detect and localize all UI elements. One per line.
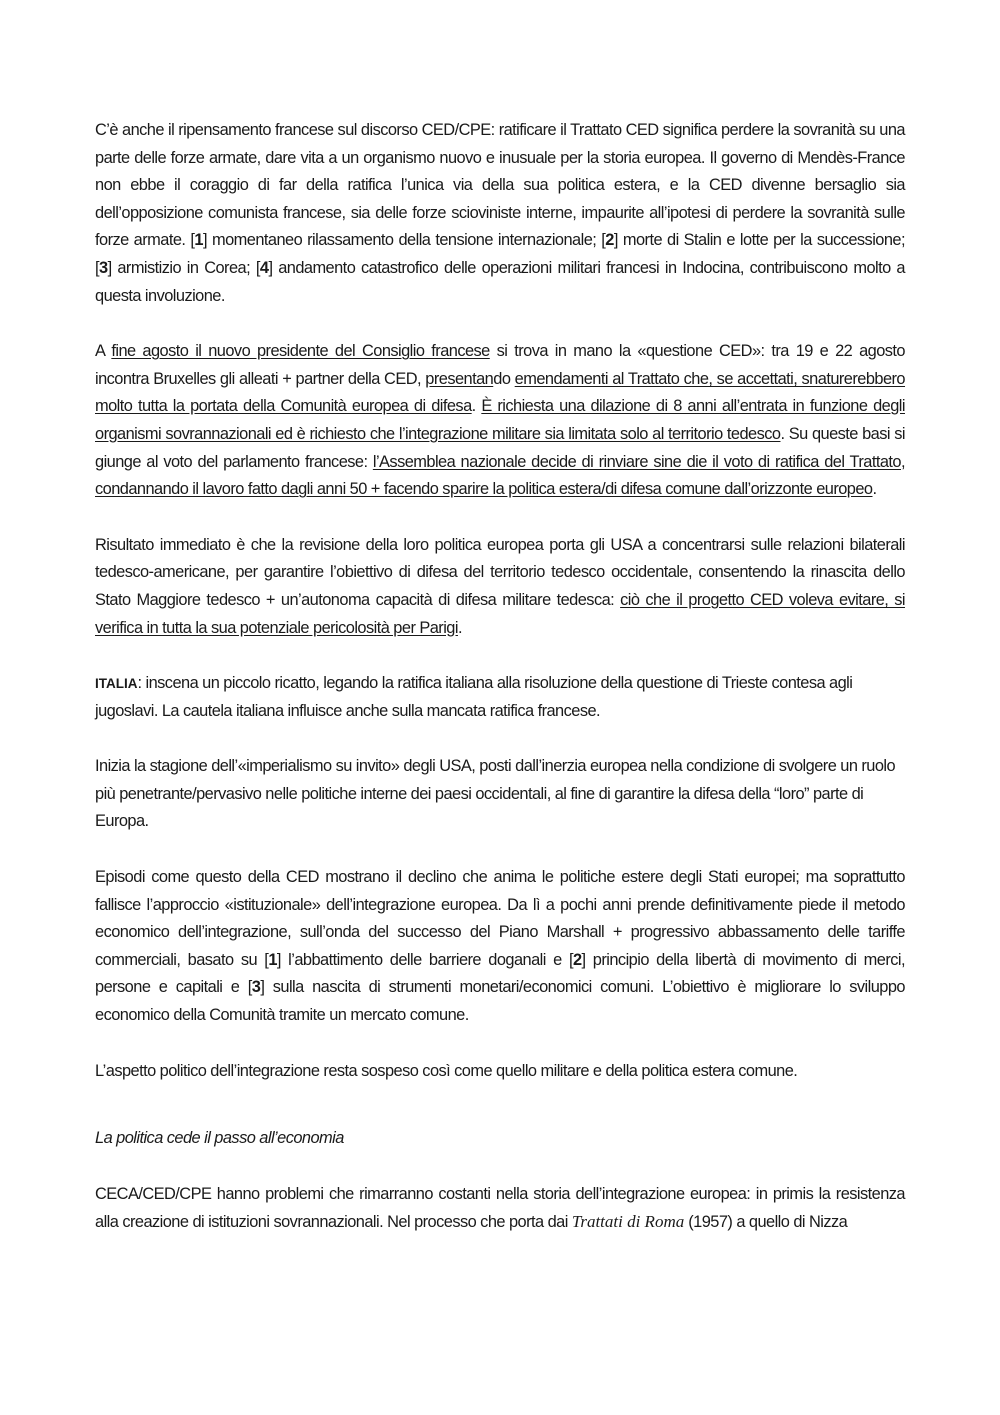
text: do	[493, 369, 515, 388]
paragraph-imperialism-by-invitation	[95, 753, 905, 836]
text: ] momentaneo rilassamento della tensione internazionale; [	[202, 231, 606, 250]
paragraph-ceca-ced-cpe	[95, 1181, 905, 1237]
text: Episodi come questo della CED mostrano il declino che anima le politiche estere degli Stati europei; ma soprattutto fallisce l’approccio «istituzionale» dell’integrazione europea. Da lì a pochi anni prende definitivamente piede il metodo economico dell’integrazione, sull’onda del successo del Piano Marshall + progressivo abbassamento delle tariffe commerciali, basato su [	[95, 868, 905, 969]
paragraph-political-aspect	[95, 1058, 905, 1086]
text: (1957) a quello di Nizza	[684, 1213, 848, 1232]
list-number: 2	[572, 950, 582, 969]
text: ] andamento catastrofico delle operazioni militari francesi in Indocina, contribuiscono molto a questa involuzione.	[95, 258, 905, 305]
underlined-text: ciò che il progetto CED voleva evitare, si verifica in tutta la sua potenziale pericolosità per Parigi	[95, 590, 905, 637]
text: Inizia la stagione dell’«imperialismo su invito» degli USA, posti dall’inerzia europea nella condizione di svolgere un ruolo più penetrante/pervasivo nelle politiche interne dei paesi occidentali, al fine di garantire la difesa della “loro” parte di Europa.	[95, 757, 896, 831]
text: L’aspetto politico dell’integrazione resta sospeso così come quello militare e della politica estera comune.	[95, 1061, 798, 1080]
italic-title: Trattati di Roma	[571, 1212, 685, 1232]
list-number: 1	[194, 231, 203, 250]
list-number: 2	[605, 231, 614, 250]
underlined-text: l’Assemblea nazionale decide di rinviare sine die il voto di ratifica del Trattato, condannando il lavoro fatto dagli anni 50 + facendo sparire la politica estera/di difesa comune dall’orizzonte europeo	[95, 452, 905, 499]
text: A	[95, 342, 112, 361]
text: ] armistizio in Corea; [	[107, 258, 260, 277]
section-heading: La politica cede il passo all’economia	[95, 1129, 344, 1148]
text: ] sulla nascita di strumenti monetari/economici comuni. L’obiettivo è migliorare lo sviluppo economico della Comunità tramite un mercato comune.	[95, 978, 905, 1025]
underlined-text: È richiesta una dilazione di 8 anni all’entrata in funzione degli organismi sovrannazionali ed è richiesto che l’integrazione militare sia limitata solo al territorio tedesco	[95, 397, 905, 443]
underlined-text: emendamenti al Trattato che, se accettati, snaturerebbero molto tutta la portata della Comunità europea di difesa	[95, 369, 906, 416]
paragraph-ced-cpe-rethink	[95, 117, 905, 310]
text: si trova in mano la «questione CED»: tra 19 e 22 agosto incontra Bruxelles gli alleati + partner della CED,	[95, 342, 905, 388]
document-page	[95, 117, 905, 1265]
text: .	[471, 397, 482, 416]
text: ] morte di Stalin e lotte per la successione; [	[95, 231, 905, 277]
italia-label: ITALIA	[95, 676, 138, 692]
text: C’è anche il ripensamento francese sul discorso CED/CPE: ratificare il Trattato CED significa perdere la sovranità su una parte delle forze armate, dare vita a un organismo nuovo e inusuale per la storia europea. Il governo di Mendès-France non ebbe il coraggio di far della ratifica l’unica via della sua politica estera, e la CED divenne bersaglio sia dell’opposizione comunista francese, sia delle forze scioviniste interne, impaurite all’ipotesi di perdere la sovranità sulle forze armate. [	[95, 121, 905, 250]
text: . Su queste basi si giunge al voto del parlamento francese:	[95, 424, 905, 471]
text: CECA/CED/CPE hanno problemi che rimarranno costanti nella storia dell’integrazione europea: in primis la resistenza alla creazione di istituzioni sovrannazionali. Nel processo che porta dai	[95, 1184, 905, 1232]
text: Risultato immediato è che la revisione della loro politica europea porta gli USA a concentrarsi sulle relazioni bilaterali tedesco-americane, per garantire l’obiettivo di difesa del territorio tedesco occidentale, consentendo la rinascita dello Stato Maggiore tedesco + un’autonoma capacità di difesa militare tedesca:	[95, 535, 905, 609]
list-number: 3	[99, 258, 108, 277]
text: ] principio della libertà di movimento di merci, persone e capitali e [	[95, 950, 906, 997]
paragraph-august-french-president	[95, 338, 905, 504]
text: : inscena un piccolo ricatto, legando la ratifica italiana alla risoluzione della questione di Trieste contesa agli jugoslavi. La cautela italiana influisce anche sulla mancata ratifica francese.	[95, 674, 853, 720]
paragraph-italia	[95, 670, 905, 725]
underlined-text: fine agosto il nuovo presidente del Consiglio francese	[111, 342, 490, 361]
list-number: 4	[259, 258, 269, 277]
text: .	[457, 618, 462, 637]
underlined-text: presentan	[425, 369, 494, 388]
list-number: 3	[251, 978, 261, 997]
list-number: 1	[268, 950, 277, 969]
paragraph-usa-germany	[95, 532, 905, 642]
text: .	[872, 480, 877, 499]
text: ] l’abbattimento delle barriere doganali e [	[276, 950, 573, 969]
paragraph-economic-method	[95, 864, 905, 1030]
